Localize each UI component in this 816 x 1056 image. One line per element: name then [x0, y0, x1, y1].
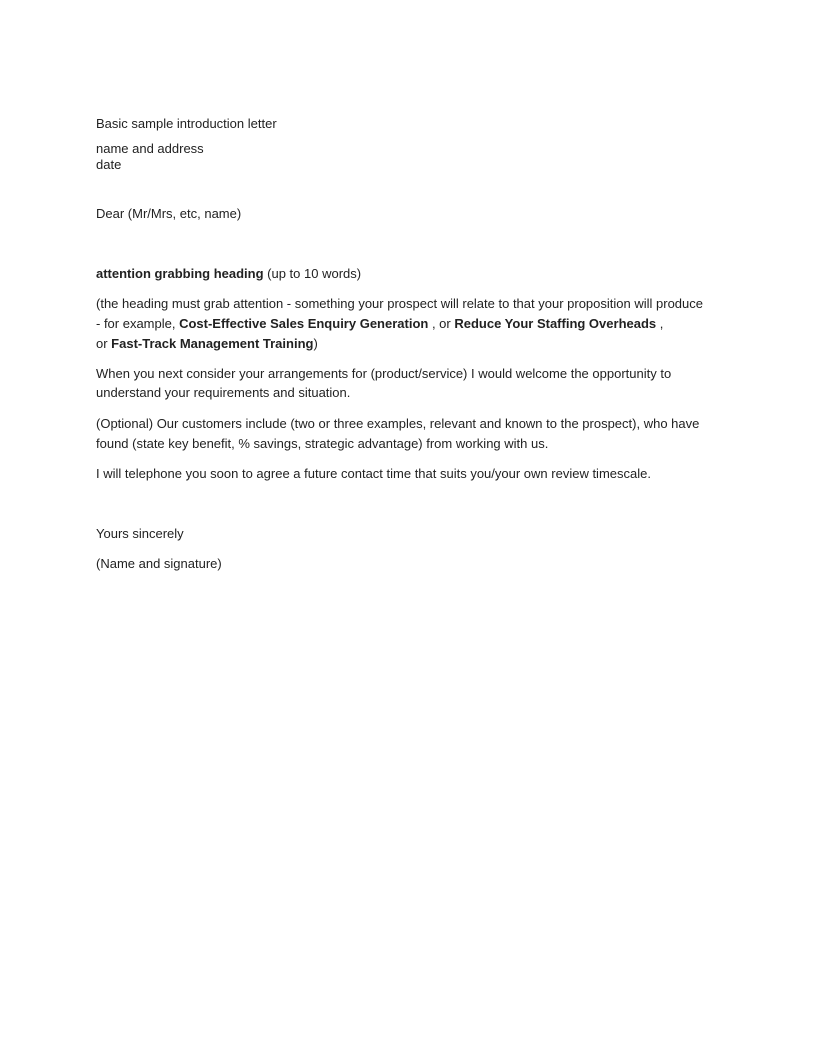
signature: (Name and signature): [96, 556, 222, 571]
attention-heading: [96, 266, 361, 282]
paragraph-1-line-2: understand your requirements and situation.: [96, 385, 351, 400]
guidance-separator: , or: [428, 316, 455, 331]
letter-title: Basic sample introduction letter: [96, 116, 277, 131]
heading-note: (up to 10 words): [263, 266, 362, 281]
heading-bold-text: attention grabbing heading: [96, 266, 264, 281]
letter-date: date: [96, 157, 122, 172]
paragraph-2-line-2: found (state key benefit, % savings, strategic advantage) from working with us.: [96, 436, 549, 451]
guidance-line-3: [96, 336, 318, 352]
guidance-close: ): [313, 336, 318, 351]
sender-name-address: name and address: [96, 141, 204, 156]
paragraph-3: I will telephone you soon to agree a future contact time that suits you/your own review timescale.: [96, 466, 651, 481]
guidance-prefix: - for example,: [96, 316, 180, 331]
guidance-suffix: ,: [656, 316, 664, 331]
example-heading-2: Reduce Your Staffing Overheads: [454, 316, 657, 331]
guidance-prefix-2: or: [96, 336, 112, 351]
salutation: Dear (Mr/Mrs, etc, name): [96, 206, 242, 221]
paragraph-1-line-1: When you next consider your arrangements for (product/service) I would welcome the opportunity to: [96, 366, 672, 381]
paragraph-2-line-1: (Optional) Our customers include (two or three examples, relevant and known to the prospect), who have: [96, 416, 700, 431]
closing: Yours sincerely: [96, 526, 184, 541]
guidance-line-1: (the heading must grab attention - something your prospect will relate to that your proposition will produce: [96, 296, 703, 311]
guidance-line-2: [96, 316, 663, 332]
example-heading-3: Fast-Track Management Training: [111, 336, 314, 351]
example-heading-1: Cost-Effective Sales Enquiry Generation: [179, 316, 429, 331]
